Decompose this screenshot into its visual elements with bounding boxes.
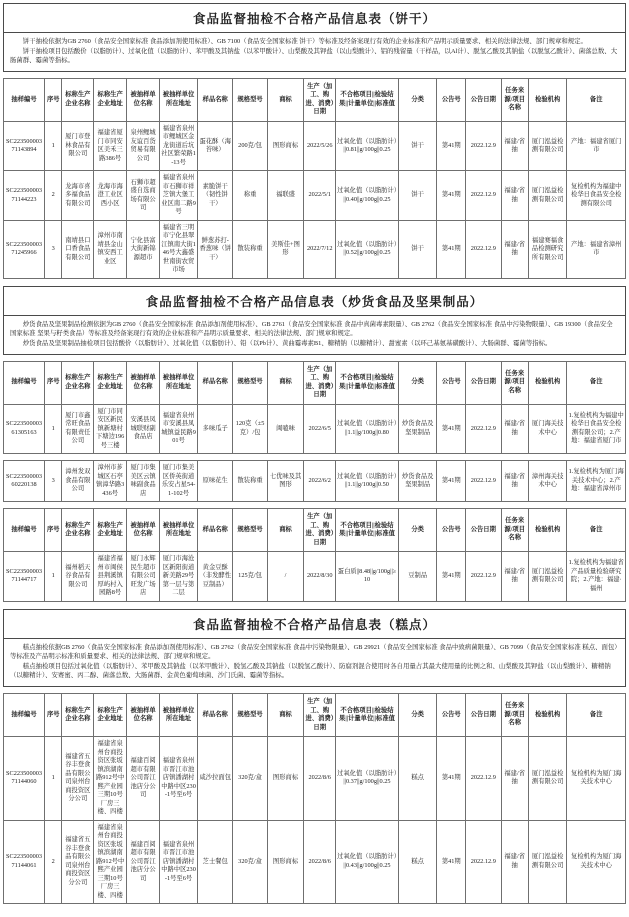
intro-line: 饼干抽检依据为GB 2760（食品安全国家标准 食品添加剂使用标准）、GB 7100（食品安全国家标准 饼干）等标准及经备案现行有效的企业标准和产品明示质量要求、相关的法律法规、部门规章和规定。 — [22, 38, 587, 45]
table-cell: 厦门泓益检测有限公司 — [528, 552, 567, 602]
column-header: 分类 — [398, 78, 437, 121]
column-header: 检验机构 — [528, 509, 567, 552]
table-cell: 复检机构为厦门海关技术中心 — [567, 820, 626, 904]
table-cell: 福建省泉州台商投资区张坂镇滨湖南路912号中熙产业园三期10号厂房三楼、四楼 — [94, 737, 127, 821]
table-cell: 第41期 — [437, 121, 466, 171]
column-header: 序号 — [45, 509, 62, 552]
column-header: 备注 — [567, 78, 626, 121]
table-cell: 厦门泓益检测有限公司 — [528, 820, 567, 904]
table-cell: 福建省泉州市安溪县凤城镇益民路901号 — [160, 404, 198, 454]
table-cell: 福建省泉州市鲤城区金龙街道后坑社区繁荣路1-13号 — [160, 121, 198, 171]
table-cell: 第41期 — [437, 552, 466, 602]
table-cell: 原味花生 — [198, 461, 233, 502]
table-cell: 称重 — [233, 171, 267, 221]
column-header: 被抽样单位所在地址 — [160, 694, 198, 737]
column-header: 被抽样单位所在地址 — [160, 78, 198, 121]
column-header: 生产（加工、购进、消费）日期 — [304, 694, 336, 737]
table-cell: 2022.12.9 — [466, 171, 501, 221]
table-cell: SC22350000361305163 — [4, 404, 45, 454]
table-cell: 2 — [45, 820, 62, 904]
table-cell: 过氧化值（以脂肪计）||0.52||g/100g||0.25 — [336, 220, 399, 278]
column-header: 序号 — [45, 694, 62, 737]
section-title: 食品监督抽检不合格产品信息表（炒货食品及坚果制品） — [4, 287, 625, 316]
table-cell: 福建省泉州市石狮市祥芝镇大堡工业区南二路9号 — [160, 171, 198, 221]
table-cell: 福建省厦门市同安区美禾三路386号 — [94, 121, 127, 171]
column-header: 任务来源/项目名称 — [501, 361, 528, 404]
table-cell: 鲜葱苏打-香葱味（饼干） — [198, 220, 233, 278]
table-cell: 第41期 — [437, 171, 466, 221]
column-header: 标称生产企业地址 — [94, 361, 127, 404]
table-cell: 糕点 — [398, 737, 437, 821]
table-cell: 图形商标 — [267, 820, 304, 904]
table-cell: 安溪县凤城联财副食品店 — [127, 404, 160, 454]
table-cell: 过氧化值（以脂肪计）||0.81||g/100g||0.25 — [336, 121, 399, 171]
table-cell: 福建/省抽 — [501, 171, 528, 221]
intro-line: 炒货食品及坚果制品抽检项目包括酸价（以脂肪计）、过氧化值（以脂肪计）、铅（以Pb计）、黄曲霉毒素B1、糖精钠（以糖精计）、甜蜜素（以环己基氨基磺酸计）、大肠菌群、霉菌等指标。 — [22, 340, 552, 348]
column-header: 公告日期 — [466, 361, 501, 404]
table-cell: 福州稻天谷食品有限公司 — [62, 552, 94, 602]
table-cell: 福建/省抽 — [501, 552, 528, 602]
table-row — [4, 820, 626, 904]
roasted-nuts-table-2 — [3, 460, 626, 502]
section-header-box — [3, 609, 626, 687]
intro-line: 炒货食品及坚果制品检测依据为GB 2760（食品安全国家标准 食品添加剂使用标准）、GB 2761（食品安全国家标准 食品中真菌毒素限量）、GB 2762（食品安全国家标准 食品中污染物限量）、GB 19300（食品安全国家标准 坚果与籽类食品）等标准及经备案现行有效的企业标准和产品明示质量要求、相关的法律法规、部门规章和规定。 — [10, 320, 613, 338]
table-cell: 第41期 — [437, 404, 466, 454]
column-header: 检验机构 — [528, 78, 567, 121]
table-cell: 3 — [45, 461, 62, 502]
table-cell: 1 — [45, 552, 62, 602]
table-cell: 2022/5/1 — [304, 171, 336, 221]
column-header: 不合格项目||检验结果||计量单位||标准值 — [336, 361, 399, 404]
table-cell: 1 — [45, 737, 62, 821]
table-cell: 2022.12.9 — [466, 461, 501, 502]
column-header: 公告号 — [437, 509, 466, 552]
table-cell: 素脆饼干（韧性饼干） — [198, 171, 233, 221]
table-cell: 饼干 — [398, 220, 437, 278]
table-cell: 福建/省抽 — [501, 404, 528, 454]
column-header: 分类 — [398, 694, 437, 737]
table-cell: 320克/盒 — [233, 737, 267, 821]
column-header: 备注 — [567, 509, 626, 552]
table-cell: 蛋花酥（海苔味） — [198, 121, 233, 171]
table-cell: 2022/6/2 — [304, 461, 336, 502]
table-cell: 过氧化值（以脂肪计）||0.37||g/100g||0.25 — [336, 737, 399, 821]
section-header-box — [3, 286, 626, 355]
table-cell: 2022.12.9 — [466, 737, 501, 821]
column-header: 标称生产企业名称 — [62, 694, 94, 737]
intro-line: 糕点抽检项目包括过氧化值（以脂肪计）、苯甲酸及其钠盐（以苯甲酸计）、脱氢乙酸及其钠盐（以脱氢乙酸计）、防腐剂混合使用时各自用量占其最大使用量的比例之和、山梨酸及其钾盐（以山梨酸计）、糖精钠（以糖精计）、安赛蜜、丙二醇、菌落总数、大肠菌群、金黄色葡萄球菌、沙门氏菌、霉菌等指标。 — [10, 662, 611, 680]
table-cell: 复检机构为福建中检华日食品安全检测有限公司 — [567, 171, 626, 221]
table-cell: 复检机构为厦门海关技术中心 — [567, 737, 626, 821]
table-cell: 厦门市登林食品有限公司 — [62, 121, 94, 171]
table-cell: 龙海市海澄工业区西小区 — [94, 171, 127, 221]
table-row — [4, 737, 626, 821]
column-header: 分类 — [398, 361, 437, 404]
table-cell: 320克/盒 — [233, 820, 267, 904]
table-cell: 2022/5/26 — [304, 121, 336, 171]
section-roasted-nuts — [3, 286, 626, 602]
column-header: 规格型号 — [233, 78, 267, 121]
table-cell: 福建省泉州市晋江市池店镇潘湖村中路中区230-1号至6号 — [160, 737, 198, 821]
column-header: 公告号 — [437, 361, 466, 404]
table-cell: 饼干 — [398, 121, 437, 171]
column-header: 检验机构 — [528, 361, 567, 404]
column-header: 被抽样单位名称 — [127, 361, 160, 404]
column-header: 公告日期 — [466, 694, 501, 737]
table-cell: 2022.12.9 — [466, 404, 501, 454]
column-header: 标称生产企业名称 — [62, 509, 94, 552]
table-cell: 福建省五谷丰登食品有限公司泉州台商投资区分公司 — [62, 820, 94, 904]
table-cell: 2022/7/12 — [304, 220, 336, 278]
header-row — [4, 78, 626, 121]
table-cell: 福联盛 — [267, 171, 304, 221]
intro-line: 糕点抽检依据GB 2760（食品安全国家标准 食品添加剂使用标准）、GB 2762（食品安全国家标准 食品中污染物限量）、GB 29921（食品安全国家标准 食品中致病菌限量）、GB 7099（食品安全国家标准 糕点、面包）等标准及产品明示标准和质量要求、相关的法律法规、部门规章和规定。 — [10, 643, 618, 661]
table-cell: 福建省三明市宁化县翠江镇南大街146号大鑫盛世南街农贸市场 — [160, 220, 198, 278]
section-intro — [4, 33, 625, 71]
table-cell: 福建省福州市闽侯县荆溪镇厚屿村入园路8号 — [94, 552, 127, 602]
section-intro — [4, 316, 625, 354]
table-cell: 2022/8/30 — [304, 552, 336, 602]
section-pastry — [3, 609, 626, 904]
table-cell: 福建省五谷丰登食品有限公司泉州台商投资区分公司 — [62, 737, 94, 821]
table-cell: 厦门海关技术中心 — [528, 404, 567, 454]
table-cell: 福建/省抽 — [501, 820, 528, 904]
column-header: 序号 — [45, 361, 62, 404]
table-cell: 过氧化值（以脂肪计）||1.1||g/100g||0.80 — [336, 404, 399, 454]
intro-line: 饼干抽检项目包括酸价（以脂肪计）、过氧化值（以脂肪计）、苯甲酸及其钠盐（以苯甲酸计）、山梨酸及其钾盐（以山梨酸计）、铝的残留量（干样品，以Al计）、脱氢乙酸及其钠盐（以脱氢乙酸计）、菌落总数、大肠菌群、霉菌等指标。 — [10, 47, 618, 65]
table-cell: 厦门市同安区新民镇新塘村下塘边196号三楼 — [94, 404, 127, 454]
column-header: 公告号 — [437, 78, 466, 121]
table-cell: SC22350000371144060 — [4, 737, 45, 821]
roasted-nuts-table-1 — [3, 361, 626, 455]
table-cell: 图形商标 — [267, 121, 304, 171]
column-header: 抽样编号 — [4, 694, 45, 737]
table-cell: 闽嗑味 — [267, 404, 304, 454]
table-cell: 2022/6/5 — [304, 404, 336, 454]
column-header: 标称生产企业地址 — [94, 78, 127, 121]
section-title: 食品监督抽检不合格产品信息表（饼干） — [4, 4, 625, 33]
table-cell: 漳州市芗城区石亭镇漳华路3436号 — [94, 461, 127, 502]
table-cell: 美斯佳+图形 — [267, 220, 304, 278]
table-cell: SC22350000371245966 — [4, 220, 45, 278]
table-cell: 蛋白质||8.48||g/100g||≥10 — [336, 552, 399, 602]
column-header: 公告日期 — [466, 509, 501, 552]
table-cell: 1 — [45, 121, 62, 171]
table-cell: 产地：福建省厦门市 — [567, 121, 626, 171]
table-cell: 2022.12.9 — [466, 220, 501, 278]
table-cell: 豆制品 — [398, 552, 437, 602]
table-cell: 厦门泓益检测有限公司 — [528, 121, 567, 171]
table-cell: 芝士餐包 — [198, 820, 233, 904]
table-row — [4, 220, 626, 278]
column-header: 备注 — [567, 361, 626, 404]
column-header: 不合格项目||检验结果||计量单位||标准值 — [336, 78, 399, 121]
table-cell: 厦门市集美区云镇味副食品店 — [127, 461, 160, 502]
section-header-box — [3, 3, 626, 72]
table-cell: 石狮市超盛自选商场有限公司 — [127, 171, 160, 221]
table-cell: 3 — [45, 220, 62, 278]
table-cell: 2022/8/6 — [304, 820, 336, 904]
table-cell: 泉州鲤城友谊百货贸易有限公司 — [127, 121, 160, 171]
table-cell: / — [267, 552, 304, 602]
table-cell: 龙海市喜多福食品有限公司 — [62, 171, 94, 221]
column-header: 标称生产企业地址 — [94, 694, 127, 737]
column-header: 生产（加工、购进、消费）日期 — [304, 509, 336, 552]
column-header: 样品名称 — [198, 509, 233, 552]
table-cell: 1.复检机构为厦门海关技术中心；2.产地：福建省漳州市 — [567, 461, 626, 502]
table-cell: 过氧化值（以脂肪计）||1.1||g/100g||0.50 — [336, 461, 399, 502]
table-cell: 第41期 — [437, 737, 466, 821]
table-cell: 厦门市集美区侨英街道乐安占星54-1-102号 — [160, 461, 198, 502]
table-cell: 第41期 — [437, 820, 466, 904]
table-cell: 厦门市鑫常旺食品有限责任公司 — [62, 404, 94, 454]
table-cell: 福建/省抽 — [501, 737, 528, 821]
table-cell: 第41期 — [437, 461, 466, 502]
column-header: 被抽样单位所在地址 — [160, 509, 198, 552]
column-header: 不合格项目||检验结果||计量单位||标准值 — [336, 509, 399, 552]
header-row — [4, 509, 626, 552]
column-header: 规格型号 — [233, 694, 267, 737]
table-cell: 福建/省抽 — [501, 220, 528, 278]
table-cell: SC22350000371143894 — [4, 121, 45, 171]
table-cell: 200克/包 — [233, 121, 267, 171]
table-cell: 福建百阅超市有限公司晋江池店分公司 — [127, 737, 160, 821]
table-cell: SC22350000371144717 — [4, 552, 45, 602]
table-cell: 漳州发双食品有限公司 — [62, 461, 94, 502]
table-cell: 厦门市海沧区新阳街道新美路29号第一层与第二层 — [160, 552, 198, 602]
table-row — [4, 461, 626, 502]
column-header: 被抽样单位所在地址 — [160, 361, 198, 404]
table-cell: SC22350000360220138 — [4, 461, 45, 502]
table-cell: 2022.12.9 — [466, 552, 501, 602]
table-cell: 漳州海关技术中心 — [528, 461, 567, 502]
biscuits-table — [3, 78, 626, 279]
table-cell: 图形商标 — [267, 737, 304, 821]
section-title: 食品监督抽检不合格产品信息表（糕点） — [4, 610, 625, 639]
column-header: 商标 — [267, 361, 304, 404]
table-cell: 咸沙拉面包 — [198, 737, 233, 821]
column-header: 标称生产企业地址 — [94, 509, 127, 552]
table-cell: 炒货食品及坚果制品 — [398, 461, 437, 502]
table-cell: 2 — [45, 171, 62, 221]
column-header: 公告日期 — [466, 78, 501, 121]
column-header: 商标 — [267, 78, 304, 121]
column-header: 商标 — [267, 509, 304, 552]
header-row — [4, 361, 626, 404]
column-header: 样品名称 — [198, 694, 233, 737]
table-cell: 120克（±5克）/包 — [233, 404, 267, 454]
table-cell: 125克/包 — [233, 552, 267, 602]
table-cell: 产地：福建省漳州市 — [567, 220, 626, 278]
column-header: 序号 — [45, 78, 62, 121]
table-cell: 福建/省抽 — [501, 461, 528, 502]
column-header: 被抽样单位名称 — [127, 509, 160, 552]
table-cell: 福建赛福食品检测研究所有限公司 — [528, 220, 567, 278]
pastry-table — [3, 693, 626, 904]
column-header: 生产（加工、购进、消费）日期 — [304, 78, 336, 121]
section-intro — [4, 639, 625, 686]
table-cell: 厦门泓益检测有限公司 — [528, 737, 567, 821]
header-row — [4, 694, 626, 737]
table-cell: 宁化县富大街新锦源超市 — [127, 220, 160, 278]
column-header: 生产（加工、购进、消费）日期 — [304, 361, 336, 404]
table-cell: 福建百阅超市有限公司晋江池店分公司 — [127, 820, 160, 904]
table-cell: 黄金豆酥（非发酵性豆制品） — [198, 552, 233, 602]
column-header: 任务来源/项目名称 — [501, 78, 528, 121]
table-cell: 2022.12.9 — [466, 121, 501, 171]
table-row — [4, 552, 626, 602]
table-cell: 七优味及其图形 — [267, 461, 304, 502]
column-header: 样品名称 — [198, 78, 233, 121]
table-cell: 散装称重 — [233, 220, 267, 278]
column-header: 分类 — [398, 509, 437, 552]
column-header: 标称生产企业名称 — [62, 78, 94, 121]
column-header: 样品名称 — [198, 361, 233, 404]
column-header: 备注 — [567, 694, 626, 737]
table-row — [4, 404, 626, 454]
table-cell: 2022.12.9 — [466, 820, 501, 904]
table-cell: 1.复检机构为福建中检华日食品安全检测有限公司；2.产地：福建省厦门市 — [567, 404, 626, 454]
table-cell: 糕点 — [398, 820, 437, 904]
section-biscuits — [3, 3, 626, 279]
column-header: 检验机构 — [528, 694, 567, 737]
table-cell: 南靖县口口香食品有限公司 — [62, 220, 94, 278]
table-cell: 第41期 — [437, 220, 466, 278]
column-header: 公告号 — [437, 694, 466, 737]
column-header: 商标 — [267, 694, 304, 737]
table-cell: SC22350000371144061 — [4, 820, 45, 904]
table-cell: 炒货食品及坚果制品 — [398, 404, 437, 454]
column-header: 被抽样单位名称 — [127, 78, 160, 121]
table-cell: 福建省泉州市晋江市池店镇潘湖村中路中区230-1号至6号 — [160, 820, 198, 904]
column-header: 不合格项目||检验结果||计量单位||标准值 — [336, 694, 399, 737]
column-header: 被抽样单位名称 — [127, 694, 160, 737]
column-header: 任务来源/项目名称 — [501, 694, 528, 737]
table-cell: 饼干 — [398, 171, 437, 221]
column-header: 任务来源/项目名称 — [501, 509, 528, 552]
table-cell: 散装称重 — [233, 461, 267, 502]
table-cell: 1.复检机构为福建省产品质量检验研究院；2.产地：福建·福州 — [567, 552, 626, 602]
table-cell: 过氧化值（以脂肪计）||0.40||g/100g||0.25 — [336, 171, 399, 221]
column-header: 规格型号 — [233, 509, 267, 552]
table-cell: 福建/省抽 — [501, 121, 528, 171]
table-cell: 过氧化值（以脂肪计）||0.43||g/100g||0.25 — [336, 820, 399, 904]
table-cell: 厦门泓益检测有限公司 — [528, 171, 567, 221]
table-cell: 福建省泉州台商投资区张坂镇滨湖南路912号中熙产业园三期10号厂房三楼、四楼 — [94, 820, 127, 904]
roasted-nuts-table-3 — [3, 508, 626, 602]
column-header: 抽样编号 — [4, 361, 45, 404]
table-cell: 厦门永辉民生超市有限公司旺发广场店 — [127, 552, 160, 602]
table-row — [4, 121, 626, 171]
table-cell: 1 — [45, 404, 62, 454]
column-header: 规格型号 — [233, 361, 267, 404]
table-cell: 多味瓜子 — [198, 404, 233, 454]
column-header: 标称生产企业名称 — [62, 361, 94, 404]
table-cell: 2022/8/6 — [304, 737, 336, 821]
column-header: 抽样编号 — [4, 509, 45, 552]
table-row — [4, 171, 626, 221]
table-cell: 漳州市南靖县金山镇安西工业区 — [94, 220, 127, 278]
table-cell: SC22350000371144223 — [4, 171, 45, 221]
column-header: 抽样编号 — [4, 78, 45, 121]
